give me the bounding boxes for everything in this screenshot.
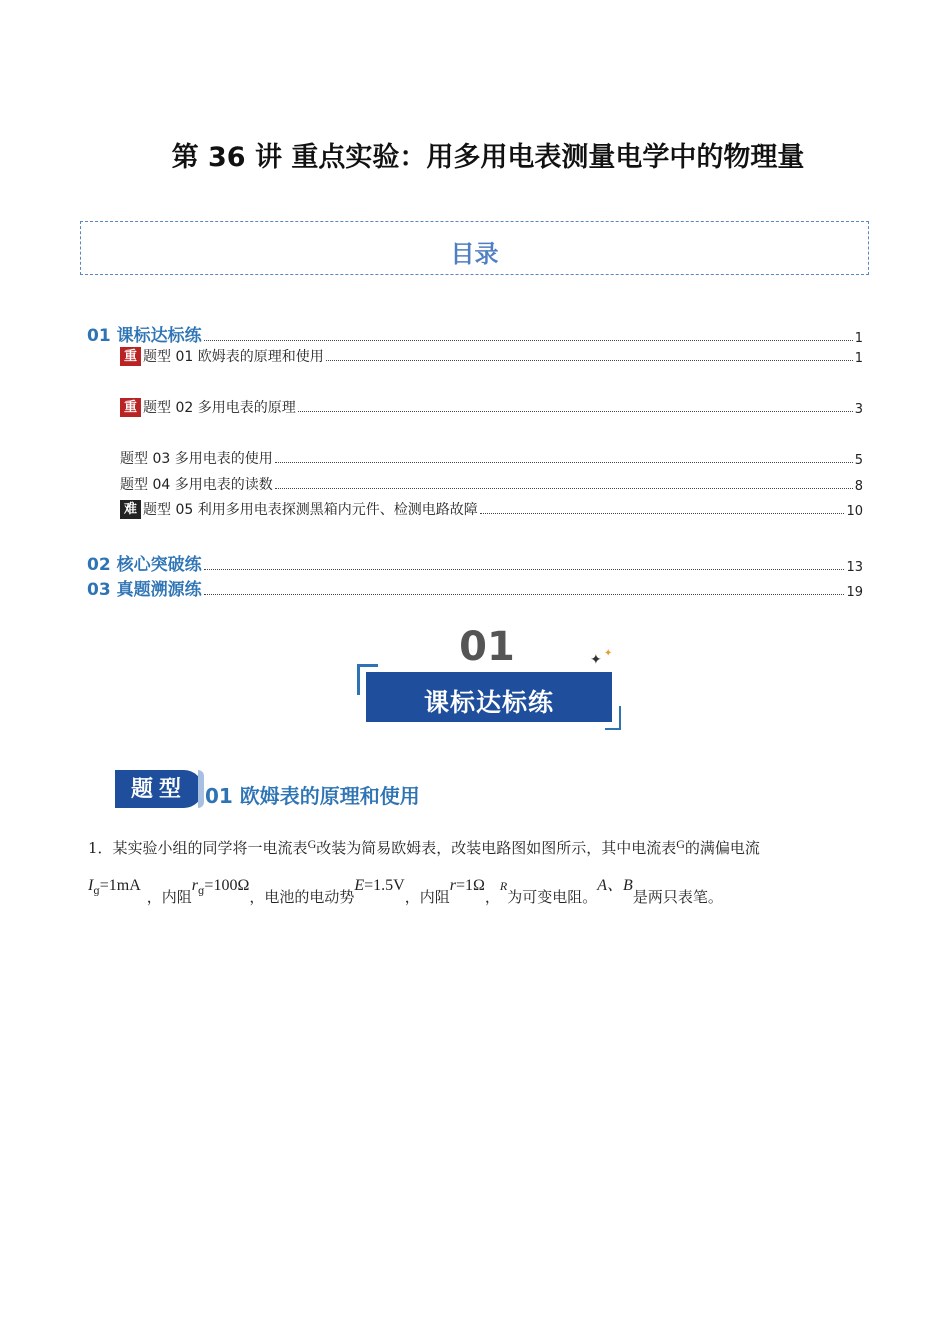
toc-entry-page: 3 [854,402,863,417]
toc-entry-topic-02[interactable] [120,397,863,417]
topic-badge: 题型 [115,770,203,808]
toc-entry-label: 题型 04 多用电表的读数 [120,477,273,493]
toc-entry-label: 03 真题溯源练 [87,580,202,600]
toc-entry-topic-05[interactable] [120,499,863,519]
toc-entry-label: 02 核心突破练 [87,555,202,575]
topic-title: 01 欧姆表的原理和使用 [205,784,420,808]
galvanometer-symbol: G [676,837,685,851]
toc-entry-page: 19 [846,585,863,600]
toc-leader [298,410,853,412]
question-number: 1． [88,839,113,857]
toc-leader [204,339,853,341]
toc-entry-label: 题型 01 欧姆表的原理和使用 [143,349,324,365]
section-number: 01 [459,624,515,670]
toc-entry-page: 8 [854,479,863,494]
document-title: 第 36 讲 重点实验：用多用电表测量电学中的物理量 [171,142,805,173]
toc-entry-page: 13 [846,560,863,575]
sparkle-small-icon: ✦ [604,648,613,659]
toc-entry-label: 题型 03 多用电表的使用 [120,451,273,467]
important-tag-icon: 重 [120,347,141,366]
toc-leader [204,568,845,570]
toc-entry-label: 题型 05 利用多用电表探测黑箱内元件、检测电路故障 [143,502,478,518]
topic-badge-edge [198,770,204,808]
galvanometer-symbol: G [307,837,317,851]
toc-entry-section-03[interactable] [87,575,863,600]
toc-entry-topic-04[interactable] [120,474,863,494]
toc-leader [326,359,853,361]
important-tag-icon: 重 [120,398,141,417]
section-banner-label: 课标达标练 [423,688,554,717]
toc-entry-page: 1 [854,331,863,346]
toc-entry-page: 10 [846,504,863,519]
toc-entry-topic-03[interactable] [120,448,863,468]
question-line-2: $I_g=1mA$，内阻$r_g=100\Omega$，电池的电动势E=1.5V，内阻r=1Ω，R为可变电阻。A、B是两只表笔。 [88,877,723,906]
toc-entry-label: 01 课标达标练 [87,326,202,346]
toc-entry-label: 题型 02 多用电表的原理 [143,400,296,416]
toc-entry-page: 5 [854,453,863,468]
difficult-tag-icon: 难 [120,500,141,519]
question-line-1: 1．某实验小组的同学将一电流表$^G$改装为简易欧姆表，改装电路图如图所示，其中电流表$^G$的满偏电流 [88,837,760,857]
toc-entry-section-02[interactable] [87,550,863,575]
toc-leader [275,461,853,463]
toc-leader [204,593,845,595]
sparkle-icon: ✦ [590,652,602,668]
bracket-right-decoration [605,706,621,730]
toc-leader [480,512,845,514]
toc-entry-topic-01[interactable] [120,346,863,366]
toc-heading: 目录 [450,240,499,268]
toc-leader [275,487,853,489]
toc-entry-section-01[interactable] [87,321,863,346]
toc-entry-page: 1 [854,351,863,366]
